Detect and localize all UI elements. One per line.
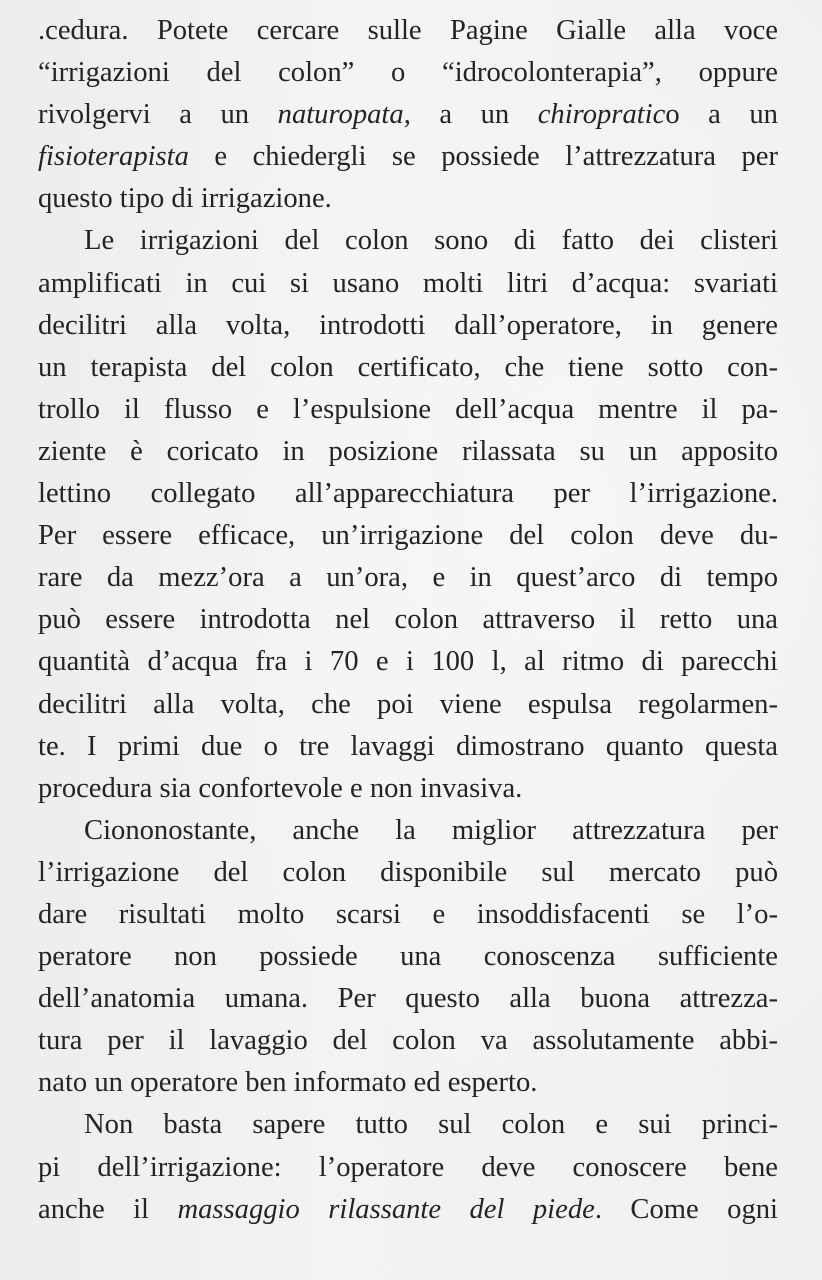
paragraph-p3 [38, 810, 778, 1105]
text-run: questo tipo di irrigazione. [38, 183, 332, 215]
paragraph-p4 [38, 1104, 778, 1230]
text-line [38, 263, 778, 305]
text-run: te. I primi due o tre lavaggi dimostrano quanto questa [38, 730, 778, 762]
text-run: rare da mezz’ora a un’ora, e in quest’arco di tempo [38, 562, 778, 594]
text-run: ziente è coricato in posizione rilassata su un apposito [38, 435, 778, 467]
text-run: quantità d’acqua fra i 70 e i 100 l, al ritmo di parecchi [38, 646, 778, 678]
text-run: tura per il lavaggio del colon va assolutamente abbi- [38, 1025, 778, 1057]
text-run: peratore non possiede una conoscenza sufficiente [38, 941, 778, 973]
text-line [38, 641, 778, 683]
text-run: . Come ogni [594, 1193, 778, 1225]
text-run: amplificati in cui si usano molti litri d’acqua: svariati [38, 267, 778, 299]
text-line [38, 726, 778, 768]
body-text [38, 10, 778, 1231]
text-line [38, 557, 778, 599]
text-run: lettino collegato all’apparecchiatura per l’irrigazione. [38, 478, 778, 510]
italic-run: fisioterapista [38, 141, 189, 173]
text-run: Non basta sapere tutto sul colon e sui princi- [84, 1109, 778, 1141]
text-line [38, 1104, 778, 1146]
text-run: decilitri alla volta, che poi viene espulsa regolarmen- [38, 688, 778, 720]
text-line [38, 220, 778, 262]
text-run: , a un [403, 99, 538, 131]
text-run: l’irrigazione del colon disponibile sul mercato può [38, 856, 778, 888]
text-line [38, 852, 778, 894]
text-line [38, 894, 778, 936]
text-line [38, 52, 778, 94]
text-run: dell’anatomia umana. Per questo alla buona attrezza- [38, 983, 778, 1015]
text-run: Per essere efficace, un’irrigazione del colon deve du- [38, 520, 778, 552]
text-line [38, 1062, 778, 1104]
text-run: Ciononostante, anche la miglior attrezzatura per [84, 814, 778, 846]
text-run: nato un operatore ben informato ed esperto. [38, 1067, 538, 1099]
text-line [38, 431, 778, 473]
text-run: anche il [38, 1193, 178, 1225]
italic-run: naturopata [277, 99, 404, 131]
italic-run: chiropratic [537, 99, 666, 131]
text-line [38, 684, 778, 726]
text-run: decilitri alla volta, introdotti dall’operatore, in genere [38, 309, 778, 341]
text-line [38, 599, 778, 641]
text-run: .cedura. Potete cercare sulle Pagine Gialle alla voce [38, 15, 778, 46]
text-line [38, 768, 778, 810]
text-line [38, 810, 778, 852]
text-run: un terapista del colon certificato, che tiene sotto con- [38, 351, 778, 383]
text-line [38, 10, 778, 52]
text-line [38, 389, 778, 431]
text-line [38, 347, 778, 389]
text-line [38, 1189, 778, 1231]
text-line [38, 1020, 778, 1062]
text-run: può essere introdotta nel colon attraverso il retto una [38, 604, 778, 636]
text-run: pi dell’irrigazione: l’operatore deve conoscere bene [38, 1151, 778, 1183]
text-run: dare risultati molto scarsi e insoddisfacenti se l’o- [38, 898, 778, 930]
text-line [38, 94, 778, 136]
text-run: e chiedergli se possiede l’attrezzatura per [188, 141, 778, 173]
text-run: Le irrigazioni del colon sono di fatto dei clisteri [84, 225, 778, 257]
text-line [38, 473, 778, 515]
paragraph-p1 [38, 10, 778, 220]
text-run: o a un [665, 99, 778, 131]
text-run: procedura sia confortevole e non invasiva. [38, 772, 523, 804]
text-line [38, 978, 778, 1020]
text-line [38, 178, 778, 220]
paragraph-p2 [38, 220, 778, 809]
text-run: trollo il flusso e l’espulsione dell’acqua mentre il pa- [38, 393, 778, 425]
text-line [38, 515, 778, 557]
text-line [38, 305, 778, 347]
text-run: “irrigazioni del colon” o “idrocolonterapia”, oppure [38, 57, 778, 89]
text-line [38, 1147, 778, 1189]
text-line [38, 136, 778, 178]
text-run: rivolgervi a un [38, 99, 278, 131]
italic-run: massaggio rilassante del piede [177, 1193, 595, 1225]
text-line [38, 936, 778, 978]
